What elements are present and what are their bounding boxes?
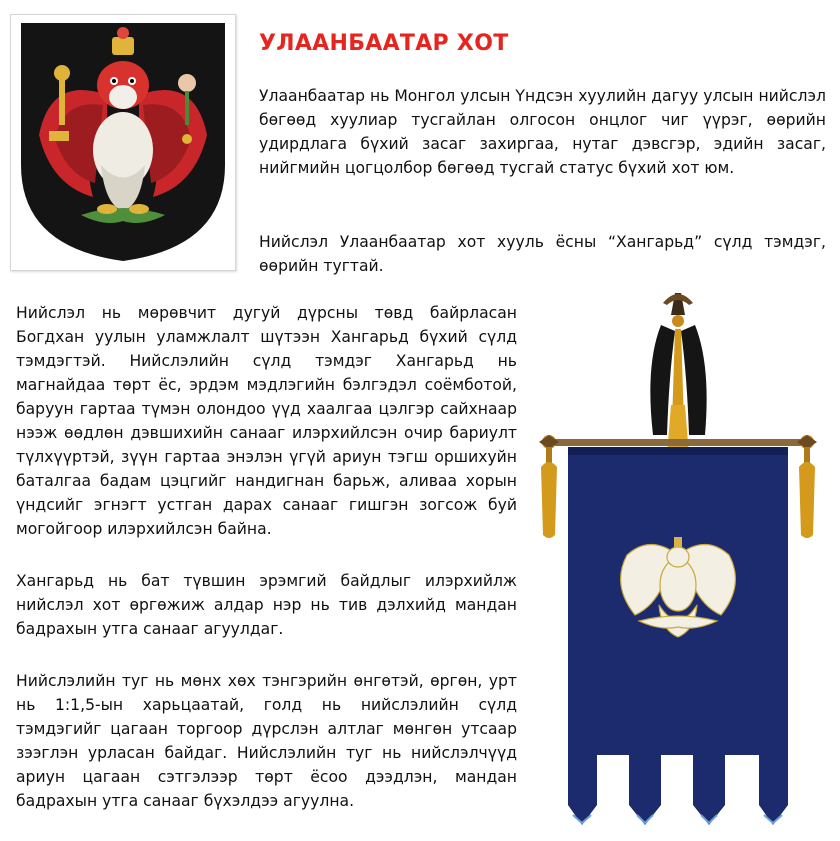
city-flag-banner-image	[535, 285, 825, 835]
intro-paragraph: Улаанбаатар нь Монгол улсын Үндсэн хуулийн дагуу улсын нийслэл бөгөөд хуулиар тусгайлан олгосон онцлог чиг үүрэг, өөрийн удирдлага бүхий засаг захиргаа, нутаг дэвсгэр, эдийн засаг, нийгмийн цогцолбор бөгөөд тусгай статус бүхий хот юм.	[259, 87, 826, 177]
emblem-description-paragraph: Нийслэл нь мөрөвчит дугуй дүрсны төвд байрласан Богдхан уулын уламжлалт шүтээн Хангарьд бүхий сүлд тэмдэгтэй. Нийслэлийн сүлд тэмдэг Хангарьд нь магнайдаа төрт ёс, эрдэм мэдлэгийн бэлгэдэл соёмботой, баруун гартаа түмэн олондоо үүд хаалгаа цэлгэр сайхнаар нээж өөдлөн дэвшихийн санааг илэрхийлсэн очир бариулт түлхүүртэй, зүүн гартаа энэлэн үгүй ариун тэгш оршихуйн баталгаа бадам цэцгийг нандигнан барьж, аливаа хорын үндсийг эгнэгт устган дарах санааг гишгэн зогсож буй могойгоор илэрхийлсэн байна.	[16, 304, 517, 538]
flag-description-paragraph: Нийслэлийн туг нь мөнх хөх тэнгэрийн өнгөтэй, өргөн, урт нь 1:1,5-ын харьцаатай, голд нь нийслэлийн сүлд тэмдэгийг цагаан торгоор дүрслэн алтлаг мөнгөн утсаар зээглэн урласан байдаг. Нийслэлийн туг нь нийслэлчүүд ариун цагаан сэтгэлээр төрт ёсоо дээдлэн, мандан бадрахын утга санааг бүхэлдээ агуулна.	[16, 672, 517, 810]
emblem-image-frame	[10, 14, 236, 271]
page-title: УЛААНБААТАР ХОТ	[259, 31, 509, 56]
khangarid-meaning-paragraph: Хангарьд нь бат түвшин эрэмгий байдлыг илэрхийлж нийслэл хот өргөжиж алдар нэр нь тив дэлхийд мандан бадрахын утга санааг агуулдаг.	[16, 572, 517, 638]
khangarid-emblem-image	[11, 15, 235, 270]
symbol-paragraph: Нийслэл Улаанбаатар хот хууль ёсны “Хангарьд” сүлд тэмдэг, өөрийн тугтай.	[259, 233, 826, 275]
